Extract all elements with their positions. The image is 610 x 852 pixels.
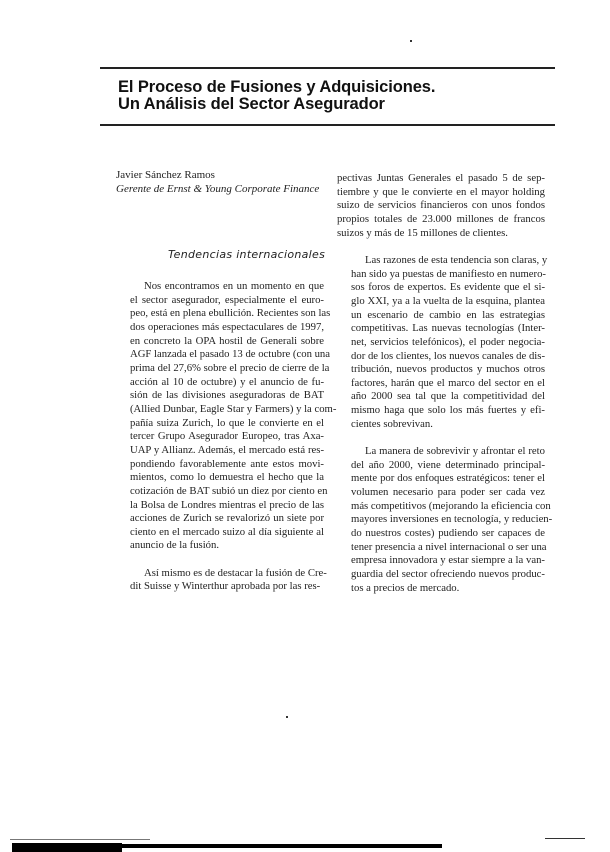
text-line: suizo de servicios financieros con unos fondos [337, 199, 545, 212]
text-line: guardia del sector ofreciendo nuevos produc- [351, 568, 545, 580]
text-line: acción al 10 de octubre) y el anuncio de fu- [130, 375, 324, 388]
text-line: factores, harán que el marco del sector en el [351, 376, 545, 389]
text-line: tos a precios de mercado. [351, 581, 460, 594]
left-column [116, 280, 337, 608]
text-line: dor de los clientes, los nuevos canales de dis- [351, 349, 545, 362]
text-line: Nos encontramos en un momento en que [144, 280, 324, 292]
text-line: competitivas. Las nuevas tecnologías (Inter- [351, 322, 545, 335]
text-line: tercer Grupo Asegurador Europeo, tras Axa- [130, 430, 324, 443]
text-line: Las razones de esta tendencia son claras, y [365, 253, 548, 266]
paragraph [337, 172, 545, 240]
scan-speck [286, 716, 288, 718]
paragraph [337, 445, 553, 595]
text-line: peo, está en plena ebullición. Recientes son las [130, 307, 331, 320]
author-role: Gerente de Ernst & Young Corporate Finance [116, 183, 320, 195]
title-line-2: Un Análisis del Sector Asegurador [118, 95, 385, 113]
text-line: suizos y más de 15 millones de clientes. [337, 226, 508, 239]
paragraph [116, 280, 337, 553]
title-line-1: El Proceso de Fusiones y Adquisiciones. [118, 78, 436, 96]
section-heading: Tendencias internacionales [168, 248, 326, 261]
text-line: prima del 27,6% sobre el precio de cierre de la [130, 361, 330, 374]
text-line: año 2000 sea tal que la competitividad del [351, 390, 545, 403]
text-line: han sido ya puestas de manifiesto en numero- [351, 267, 546, 280]
text-line: la Bolsa de Londres mientras el precio de las [130, 498, 324, 511]
title-bottom-rule [100, 124, 555, 126]
text-line: el sector asegurador, especialmente el euro- [130, 293, 324, 306]
right-column [337, 172, 553, 609]
text-line: anuncio de la fusión. [130, 539, 220, 552]
scan-speck [410, 40, 412, 42]
article-title [118, 79, 538, 113]
text-line: sión de las divisiones aseguradoras de BAT [130, 389, 324, 402]
text-line: pectivas Juntas Generales el pasado 5 de sep- [337, 172, 545, 184]
text-line: tiembre y que le convierte en el mayor holding [337, 185, 545, 198]
text-line: pañía suiza Zurich, lo que le convierte en el [130, 416, 324, 429]
text-line: en concreto la OPA hostil de Generali sobre [130, 334, 324, 347]
text-line: un escenario de cambio en las estrategias [351, 308, 545, 321]
text-line: dos operaciones más espectaculares de 1997, [130, 320, 324, 333]
text-line: mientos, como lo demuestra el hecho que la [130, 471, 324, 484]
text-line: net, servicios telefónicos), el poder negocia- [351, 335, 545, 348]
text-line: ciento en el mercado suizo al día siguiente al [130, 525, 324, 538]
text-line: La manera de sobrevivir y afrontar el reto [365, 445, 545, 458]
text-line: volumen necesario para poder ser cada vez [351, 486, 545, 499]
text-line: UAP y Allianz. Además, el mercado está res- [130, 443, 324, 456]
text-line: mente por dos enfoques estratégicos: tener el [351, 472, 545, 485]
text-line: mismo haga que solo los más fuertes y efi- [351, 404, 545, 417]
text-line: tener presencia a nivel internacional o ser una [351, 540, 547, 553]
footer-thin-rule [10, 839, 150, 840]
text-line: acciones de Zurich se revalorizó un siete por [130, 512, 324, 525]
text-line: glo XXI, ya a la vuelta de la esquina, plantea [351, 294, 545, 307]
text-line: do nuestros costes) pudiendo ser capaces de [351, 527, 545, 540]
text-line: (Allied Dunbar, Eagle Star y Farmers) y la com- [130, 402, 337, 415]
footer-thin-rule [545, 838, 585, 839]
text-line: pondiendo favorablemente ante estos movi- [130, 457, 324, 470]
author-block [116, 168, 336, 196]
author-name: Javier Sánchez Ramos [116, 169, 215, 181]
text-line: cientes sobrevivan. [351, 417, 433, 430]
text-line: mayores inversiones en tecnología, y reducien- [351, 513, 553, 526]
text-line: propios totales de 23.000 millones de francos [337, 212, 545, 225]
paragraph [337, 253, 548, 432]
text-line: más competitivos (mejorando la eficiencia con [351, 499, 551, 512]
text-line: cotización de BAT subió un diez por ciento en [130, 484, 328, 497]
text-line: sos foros de expertos. Es evidente que el si- [351, 281, 545, 294]
text-line: dit Suisse y Winterthur aprobada por las res- [130, 580, 321, 593]
text-line: AGF lanzada el pasado 13 de octubre (con una [130, 348, 331, 361]
text-line: Así mismo es de destacar la fusión de Cre- [144, 566, 327, 579]
title-top-rule [100, 67, 555, 69]
footer-black-bar [12, 843, 122, 852]
text-line: empresa innovadora y estar siempre a la van- [351, 554, 545, 567]
footer-black-bar [122, 844, 442, 848]
text-line: tribución, nuevos productos y muchos otros [351, 363, 545, 376]
paragraph [116, 566, 327, 594]
text-line: del año 2000, viene determinado principal- [351, 458, 545, 471]
